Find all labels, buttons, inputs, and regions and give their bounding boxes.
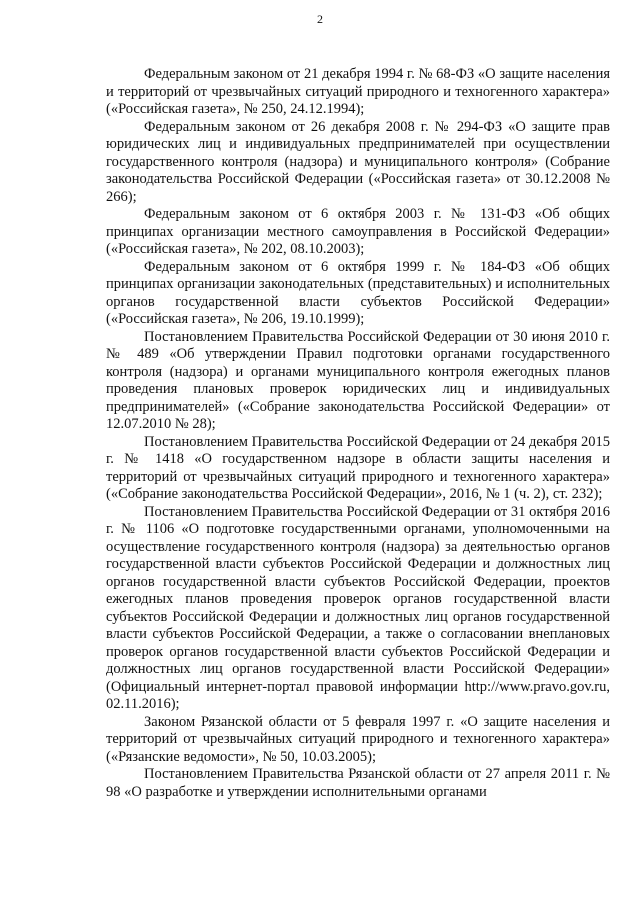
paragraph-government-decree-1106: Постановлением Правительства Российской Федерации от 31 октября 2016 г. № 1106 «О подготовке государственными органами, уполномоченными на осуществление государственного контроля (надзора) за деятельностью органов государственной власти субъектов Российской Федерации и должностных лиц органов государственной власти субъектов Российской Федерации, проектов ежегодных планов проведения проверок органов государственной власти субъектов Российской Федерации и должностных лиц органов государственной власти субъектов Российской Федерации, а также о согласовании внеплановых проверок органов государственной власти субъектов Российской Федерации и должностных лиц органов государственной власти Российской Федерации» (Официальный интернет-портал правовой информации http://www.pravo.gov.ru, 02.11.2016);: [106, 503, 610, 712]
paragraph-ryazan-regional-law: Законом Рязанской области от 5 февраля 1997 г. «О защите населения и территорий от чрезвычайных ситуаций природного и техногенного характера» («Рязанские ведомости», № 50, 10.03.2005);: [106, 713, 610, 765]
paragraph-government-decree-489: Постановлением Правительства Российской Федерации от 30 июня 2010 г. № 489 «Об утверждении Правил подготовки органами государственного контроля (надзора) и органами муниципального контроля ежегодных планов проведения плановых проверок юридических лиц и индивидуальных предпринимателей» («Собрание законодательства Российской Федерации» от 12.07.2010 № 28);: [106, 328, 610, 432]
paragraph-ryazan-government-decree-98: Постановлением Правительства Рязанской области от 27 апреля 2011 г. № 98 «О разработке и утверждении исполнительными органами: [106, 766, 610, 800]
paragraph-federal-law-294fz: Федеральным законом от 26 декабря 2008 г. № 294-ФЗ «О защите прав юридических лиц и индивидуальных предпринимателей при осуществлении государственного контроля (надзора) и муниципального контроля» (Собрание законодательства Российской Федерации («Российская газета» от 30.12.2008 № 266);: [106, 118, 610, 205]
paragraph-federal-law-131fz: Федеральным законом от 6 октября 2003 г. № 131-ФЗ «Об общих принципах организации местного самоуправления в Российской Федерации» («Российская газета», № 202, 08.10.2003);: [106, 206, 610, 257]
document-body: [106, 66, 610, 801]
paragraph-federal-law-184fz: Федеральным законом от 6 октября 1999 г. № 184-ФЗ «Об общих принципах организации законодательных (представительных) и исполнительных органов государственной власти субъектов Российской Федерации» («Российская газета», № 206, 19.10.1999);: [106, 258, 610, 327]
paragraph-government-decree-1418: Постановлением Правительства Российской Федерации от 24 декабря 2015 г. № 1418 «О государственном надзоре в области защиты населения и территорий от чрезвычайных ситуаций природного и техногенного характера» («Собрание законодательства Российской Федерации», 2016, № 1 (ч. 2), ст. 232);: [106, 433, 610, 502]
paragraph-federal-law-68fz: Федеральным законом от 21 декабря 1994 г. № 68-ФЗ «О защите населения и территорий от чрезвычайных ситуаций природного и техногенного характера» («Российская газета», № 250, 24.12.1994);: [106, 66, 610, 117]
page-number: 2: [317, 12, 323, 26]
